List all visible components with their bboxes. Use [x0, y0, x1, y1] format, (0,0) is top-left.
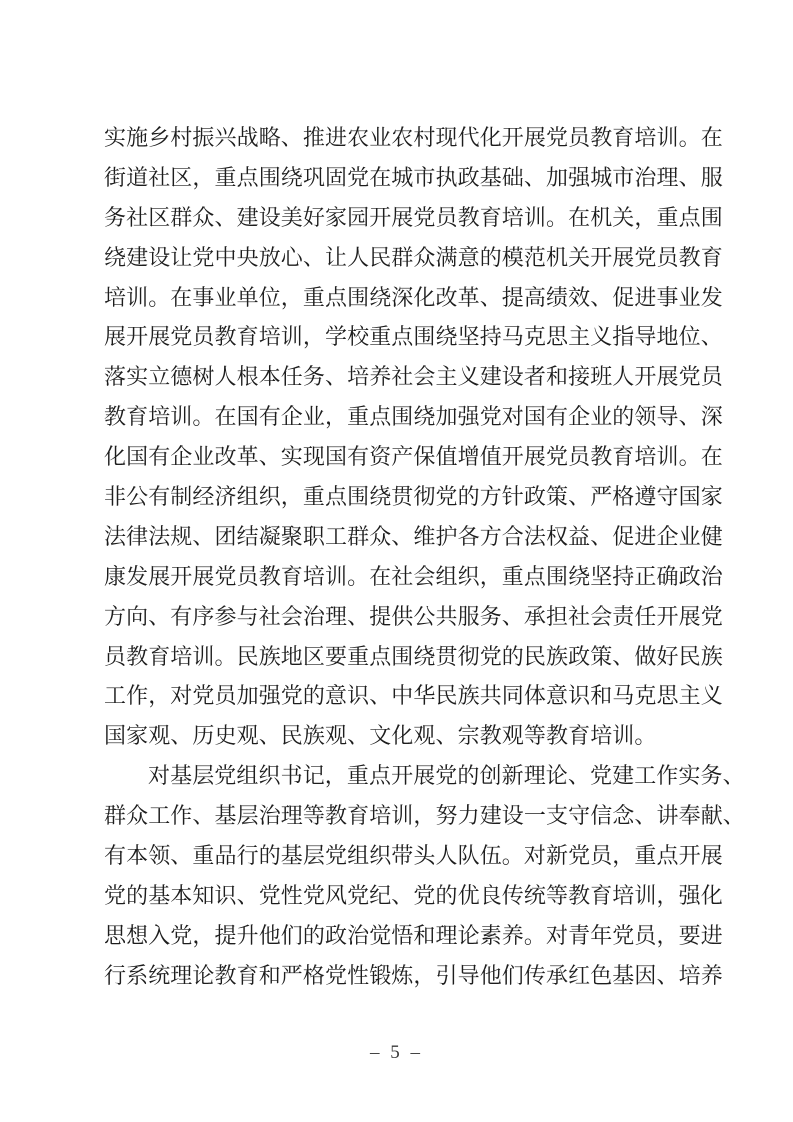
text-line: 国家观、历史观、民族观、文化观、宗教观等教育培训。 [104, 723, 657, 749]
text-line: 有本领、重品行的基层党组织带头人队伍。对新党员，重点开展 [104, 843, 723, 869]
text-line: 绕建设让党中央放心、让人民群众满意的模范机关开展党员教育 [104, 244, 723, 270]
text-line: 非公有制经济组织，重点围绕贯彻党的方针政策、严格遵守国家 [104, 484, 723, 510]
text-line: 方向、有序参与社会治理、提供公共服务、承担社会责任开展党 [104, 603, 723, 629]
text-line: 培训。在事业单位，重点围绕深化改革、提高绩效、促进事业发 [104, 284, 723, 310]
text-line: 员教育培训。民族地区要重点围绕贯彻党的民族政策、做好民族 [104, 643, 723, 669]
text-line: 党的基本知识、党性党风党纪、党的优良传统等教育培训，强化 [104, 882, 723, 908]
paragraph [104, 756, 745, 995]
text-line: 群众工作、基层治理等教育培训，努力建设一支守信念、讲奉献、 [104, 803, 745, 829]
text-line: 工作，对党员加强党的意识、中华民族共同体意识和马克思主义 [104, 683, 723, 709]
page-number: – 5 – [370, 1042, 423, 1063]
text-line: 行系统理论教育和严格党性锻炼，引导他们传承红色基因、培养 [104, 962, 723, 988]
text-line: 化国有企业改革、实现国有资产保值增值开展党员教育培训。在 [104, 444, 723, 470]
text-line: 务社区群众、建设美好家园开展党员教育培训。在机关，重点围 [104, 204, 723, 230]
text-line: 法律法规、团结凝聚职工群众、维护各方合法权益、促进企业健 [104, 523, 723, 549]
text-line: 康发展开展党员教育培训。在社会组织，重点围绕坚持正确政治 [104, 563, 723, 589]
text-line: 思想入党，提升他们的政治觉悟和理论素养。对青年党员，要进 [104, 922, 723, 948]
text-line: 实施乡村振兴战略、推进农业农村现代化开展党员教育培训。在 [104, 125, 723, 150]
text-line: 展开展党员教育培训，学校重点围绕坚持马克思主义指导地位、 [104, 324, 723, 350]
text-line: 落实立德树人根本任务、培养社会主义建设者和接班人开展党员 [104, 364, 723, 390]
paragraph [104, 118, 728, 756]
body-text [104, 118, 745, 996]
text-line: 对基层党组织书记，重点开展党的创新理论、党建工作实务、 [148, 763, 745, 789]
text-line: 教育培训。在国有企业，重点围绕加强党对国有企业的领导、深 [104, 404, 723, 430]
text-line: 街道社区，重点围绕巩固党在城市执政基础、加强城市治理、服 [104, 164, 723, 190]
